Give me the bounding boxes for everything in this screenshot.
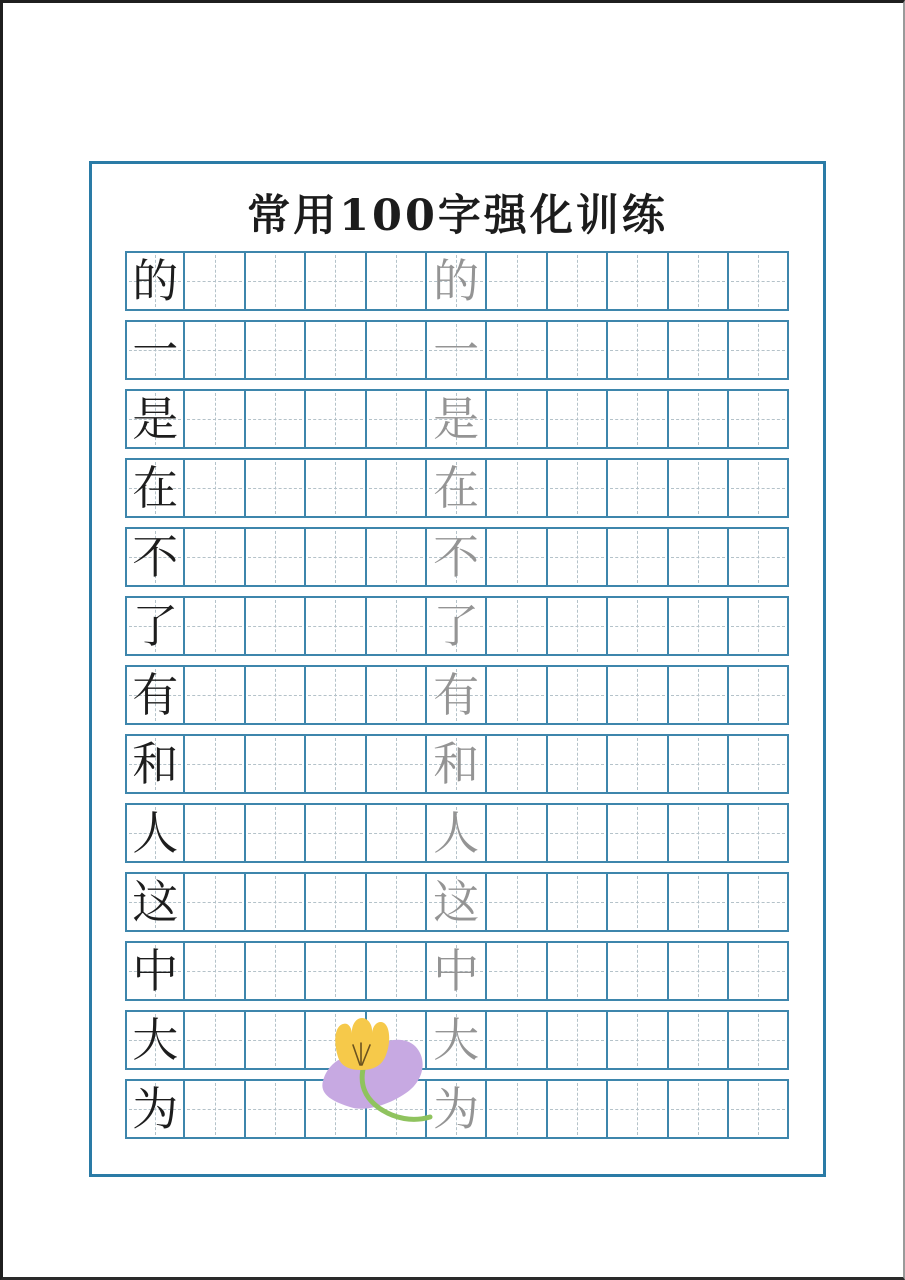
grid-cell xyxy=(669,665,729,725)
grid-cell xyxy=(125,803,185,863)
grid-cell xyxy=(306,872,366,932)
grid-cell xyxy=(487,1079,547,1139)
grid-cell xyxy=(125,389,185,449)
grid-cell xyxy=(185,596,245,656)
grid-cell xyxy=(246,872,306,932)
grid-row xyxy=(125,941,789,1001)
grid-cell xyxy=(669,872,729,932)
grid-cell xyxy=(125,734,185,794)
grid-cell xyxy=(306,734,366,794)
grid-cell xyxy=(729,596,789,656)
grid-cell xyxy=(185,320,245,380)
grid-cell xyxy=(125,941,185,1001)
model-character: 这 xyxy=(132,875,179,929)
grid-cell xyxy=(548,734,608,794)
grid-cell xyxy=(487,941,547,1001)
trace-character: 一 xyxy=(433,323,480,377)
grid-cell xyxy=(487,458,547,518)
grid-cell xyxy=(729,320,789,380)
grid-cell xyxy=(729,1079,789,1139)
grid-cell xyxy=(548,941,608,1001)
grid-cell xyxy=(306,941,366,1001)
grid-row xyxy=(125,596,789,656)
grid-cell xyxy=(306,527,366,587)
page-title: 常用100字强化训练 xyxy=(247,191,668,241)
trace-character: 人 xyxy=(433,806,480,860)
grid-cell xyxy=(427,1079,487,1139)
grid-cell xyxy=(669,1079,729,1139)
grid-cell xyxy=(608,389,668,449)
grid-cell xyxy=(185,389,245,449)
trace-character: 在 xyxy=(433,461,480,515)
grid-cell xyxy=(246,320,306,380)
grid-cell xyxy=(548,596,608,656)
grid-cell xyxy=(669,458,729,518)
grid-row xyxy=(125,527,789,587)
grid-cell xyxy=(125,665,185,725)
model-character: 了 xyxy=(132,599,179,653)
grid-cell xyxy=(185,527,245,587)
grid-cell xyxy=(306,665,366,725)
grid-cell xyxy=(548,1010,608,1070)
grid-cell xyxy=(548,389,608,449)
grid-cell xyxy=(729,941,789,1001)
grid-cell xyxy=(669,734,729,794)
grid-cell xyxy=(427,1010,487,1070)
grid-cell xyxy=(306,596,366,656)
grid-cell xyxy=(367,872,427,932)
grid-cell xyxy=(306,458,366,518)
model-character: 人 xyxy=(132,806,179,860)
grid-cell xyxy=(729,734,789,794)
grid-cell xyxy=(548,665,608,725)
grid-cell xyxy=(427,734,487,794)
trace-character: 不 xyxy=(433,530,480,584)
trace-character: 的 xyxy=(433,254,480,308)
grid-cell xyxy=(185,803,245,863)
trace-character: 这 xyxy=(433,875,480,929)
trace-character: 中 xyxy=(433,944,480,998)
grid-cell xyxy=(608,872,668,932)
grid-cell xyxy=(608,527,668,587)
grid-cell xyxy=(306,251,366,311)
grid-cell xyxy=(367,1010,427,1070)
model-character: 的 xyxy=(132,254,179,308)
grid-cell xyxy=(306,803,366,863)
grid-cell xyxy=(608,1079,668,1139)
grid-row xyxy=(125,389,789,449)
grid-cell xyxy=(427,251,487,311)
model-character: 中 xyxy=(132,944,179,998)
grid-cell xyxy=(608,251,668,311)
grid-cell xyxy=(125,458,185,518)
grid-cell xyxy=(669,941,729,1001)
grid-cell xyxy=(427,872,487,932)
grid-cell xyxy=(548,872,608,932)
grid-cell xyxy=(367,251,427,311)
trace-character: 了 xyxy=(433,599,480,653)
grid-cell xyxy=(367,941,427,1001)
grid-cell xyxy=(669,251,729,311)
grid-row xyxy=(125,251,789,311)
grid-cell xyxy=(306,320,366,380)
grid-cell xyxy=(427,941,487,1001)
grid-cell xyxy=(185,458,245,518)
grid-cell xyxy=(487,596,547,656)
grid-cell xyxy=(246,1079,306,1139)
model-character: 有 xyxy=(132,668,179,722)
model-character: 大 xyxy=(132,1013,179,1067)
grid-cell xyxy=(367,665,427,725)
grid-cell xyxy=(487,1010,547,1070)
grid-cell xyxy=(487,872,547,932)
grid-cell xyxy=(487,251,547,311)
grid-cell xyxy=(487,734,547,794)
grid-cell xyxy=(246,665,306,725)
grid-row xyxy=(125,734,789,794)
grid-cell xyxy=(548,1079,608,1139)
grid-cell xyxy=(608,596,668,656)
grid-cell xyxy=(487,665,547,725)
trace-character: 是 xyxy=(433,392,480,446)
grid-cell xyxy=(246,389,306,449)
grid-cell xyxy=(487,527,547,587)
grid-cell xyxy=(608,320,668,380)
grid-cell xyxy=(729,458,789,518)
grid-cell xyxy=(185,734,245,794)
grid-cell xyxy=(487,803,547,863)
grid-cell xyxy=(608,665,668,725)
grid-cell xyxy=(427,320,487,380)
grid-cell xyxy=(306,389,366,449)
grid-row xyxy=(125,320,789,380)
trace-character: 大 xyxy=(433,1013,480,1067)
grid-cell xyxy=(548,251,608,311)
grid-cell xyxy=(669,320,729,380)
grid-row xyxy=(125,1079,789,1139)
grid-cell xyxy=(608,458,668,518)
grid-cell xyxy=(548,320,608,380)
grid-row xyxy=(125,665,789,725)
grid-cell xyxy=(548,527,608,587)
model-character: 在 xyxy=(132,461,179,515)
grid-cell xyxy=(185,665,245,725)
grid-cell xyxy=(367,320,427,380)
grid-cell xyxy=(185,1010,245,1070)
grid-cell xyxy=(608,941,668,1001)
grid-row xyxy=(125,1010,789,1070)
model-character: 一 xyxy=(132,323,179,377)
grid-cell xyxy=(669,527,729,587)
sheet-border xyxy=(89,161,826,1177)
grid-cell xyxy=(729,389,789,449)
grid-cell xyxy=(246,527,306,587)
grid-cell xyxy=(548,458,608,518)
grid-cell xyxy=(125,251,185,311)
grid-cell xyxy=(185,941,245,1001)
grid-cell xyxy=(367,458,427,518)
grid-cell xyxy=(729,872,789,932)
grid-cell xyxy=(487,389,547,449)
grid-cell xyxy=(367,527,427,587)
grid-cell xyxy=(367,596,427,656)
grid-cell xyxy=(427,665,487,725)
grid-row xyxy=(125,803,789,863)
grid-cell xyxy=(669,1010,729,1070)
grid-cell xyxy=(367,389,427,449)
model-character: 为 xyxy=(132,1082,179,1136)
grid-cell xyxy=(427,527,487,587)
grid-row xyxy=(125,872,789,932)
grid-cell xyxy=(669,803,729,863)
grid-cell xyxy=(125,527,185,587)
grid-cell xyxy=(125,1079,185,1139)
grid-cell xyxy=(669,389,729,449)
grid-cell xyxy=(608,1010,668,1070)
trace-character: 和 xyxy=(433,737,480,791)
grid-cell xyxy=(185,251,245,311)
grid-cell xyxy=(246,1010,306,1070)
grid-cell xyxy=(246,941,306,1001)
model-character: 是 xyxy=(132,392,179,446)
grid-cell xyxy=(729,251,789,311)
grid-row xyxy=(125,458,789,518)
grid-cell xyxy=(548,803,608,863)
grid-cell xyxy=(246,251,306,311)
grid-cell xyxy=(427,803,487,863)
grid-cell xyxy=(185,872,245,932)
practice-grid xyxy=(125,251,789,1139)
grid-cell xyxy=(246,458,306,518)
grid-cell xyxy=(306,1010,366,1070)
grid-cell xyxy=(246,596,306,656)
grid-cell xyxy=(246,734,306,794)
model-character: 不 xyxy=(132,530,179,584)
model-character: 和 xyxy=(132,737,179,791)
grid-cell xyxy=(729,527,789,587)
grid-cell xyxy=(608,734,668,794)
grid-cell xyxy=(125,320,185,380)
grid-cell xyxy=(427,389,487,449)
grid-cell xyxy=(729,665,789,725)
grid-cell xyxy=(729,1010,789,1070)
trace-character: 为 xyxy=(433,1082,480,1136)
grid-cell xyxy=(427,596,487,656)
grid-cell xyxy=(367,1079,427,1139)
grid-cell xyxy=(185,1079,245,1139)
grid-cell xyxy=(729,803,789,863)
grid-cell xyxy=(125,1010,185,1070)
grid-cell xyxy=(125,596,185,656)
grid-cell xyxy=(608,803,668,863)
grid-cell xyxy=(246,803,306,863)
grid-cell xyxy=(487,320,547,380)
grid-cell xyxy=(669,596,729,656)
grid-cell xyxy=(367,734,427,794)
grid-cell xyxy=(125,872,185,932)
grid-cell xyxy=(367,803,427,863)
trace-character: 有 xyxy=(433,668,480,722)
grid-cell xyxy=(306,1079,366,1139)
grid-cell xyxy=(427,458,487,518)
